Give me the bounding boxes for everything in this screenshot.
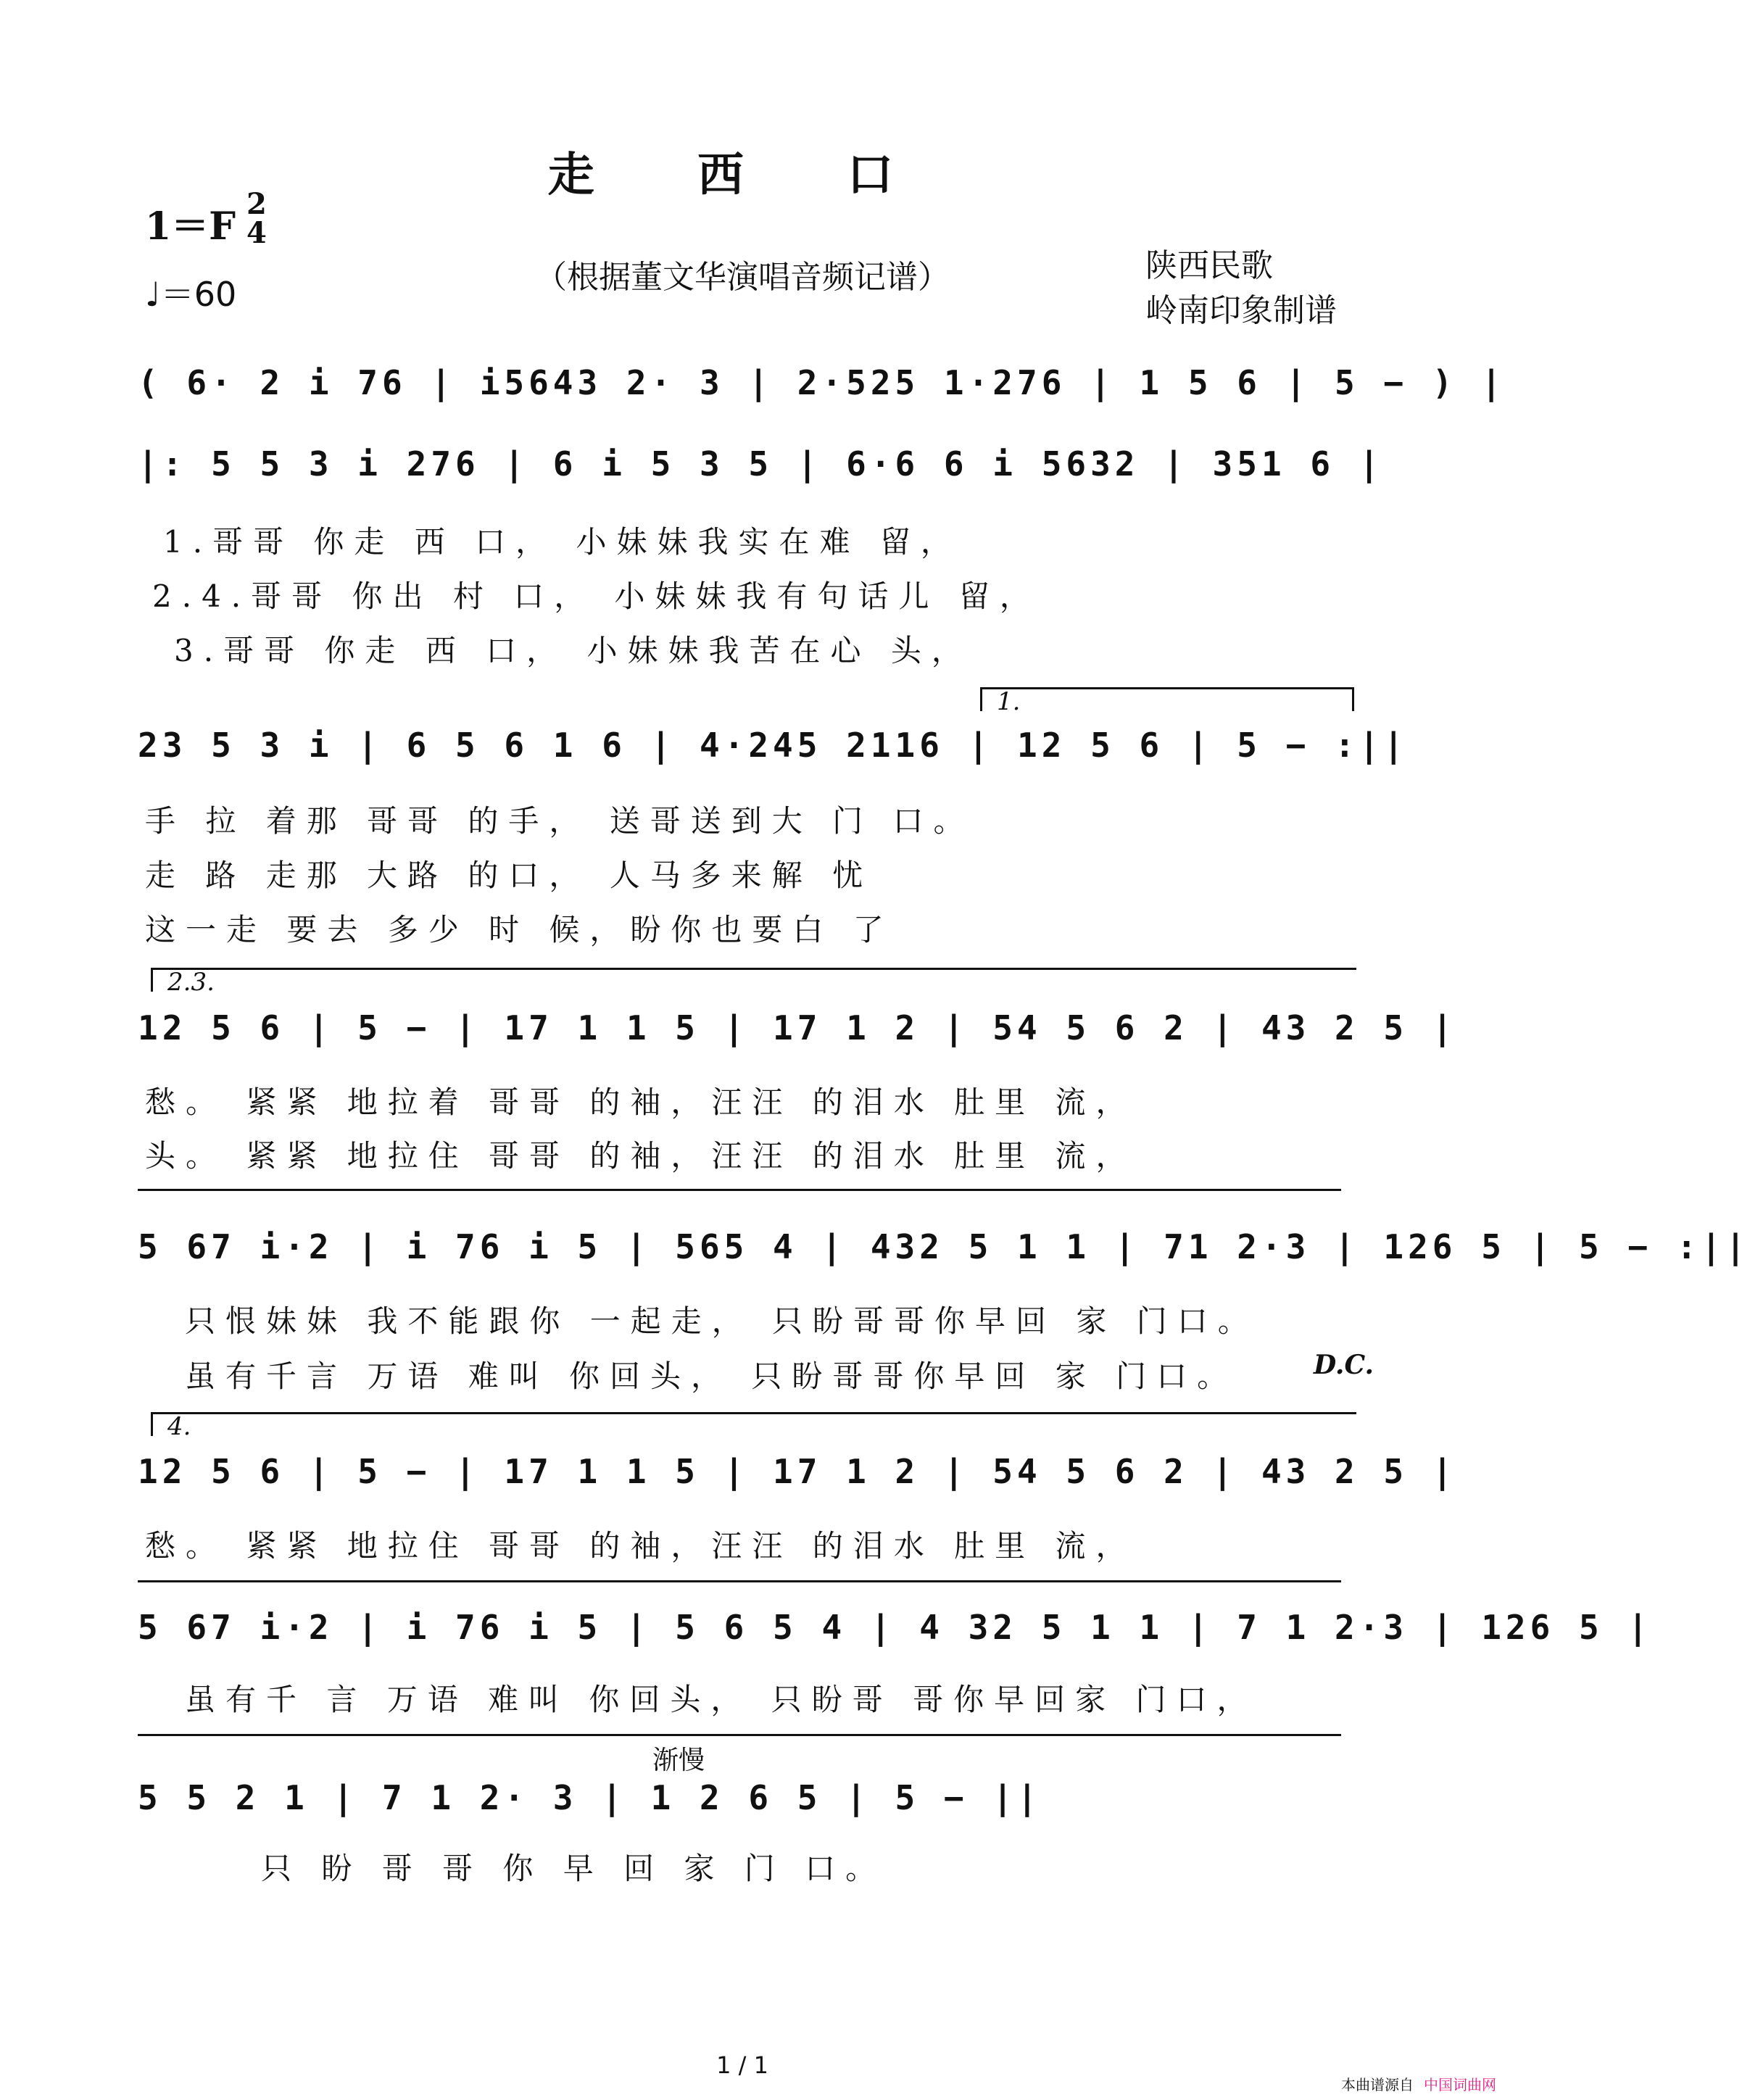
lyric-line: 虽有千言 万语 难叫 你回头， 只盼哥哥你早回 家 门口。 <box>185 1358 1238 1394</box>
volta-bracket: 1. <box>980 687 1354 711</box>
tempo-marking: ♩＝60 <box>145 275 237 314</box>
notation-line: 23 5 3 i | 6 5 6 1 6 | 4·245 2116 | 12 5 6 | 5 − :|| <box>138 726 1409 765</box>
lyric-line: 这一走 要去 多少 时 候，盼你也要白 了 <box>145 912 894 947</box>
score-row-1 <box>138 435 1384 522</box>
time-signature-top: 2 <box>246 187 267 221</box>
time-signature <box>246 187 267 250</box>
source-credit <box>1341 2073 1496 2094</box>
score-row-6 <box>138 1598 1653 1685</box>
score-row-4 <box>138 1218 1750 1305</box>
score-row-3 <box>138 999 1457 1086</box>
notation-line: |: 5 5 3 i 276 | 6 i 5 3 5 | 6·6 6 i 5632 | 351 6 | <box>138 444 1384 484</box>
notation-line: 5 67 i·2 | i 76 i 5 | 5 6 5 4 | 4 32 5 1 1 | 7 1 2·3 | 126 5 | <box>138 1608 1653 1647</box>
lyric-line: 愁。 紧紧 地拉着 哥哥 的袖，汪汪 的泪水 肚里 流， <box>145 1084 1137 1120</box>
lyric-line: 走 路 走那 大路 的口， 人马多来解 忧 <box>145 858 874 893</box>
notation-line: 12 5 6 | 5 − | 17 1 1 5 | 17 1 2 | 54 5 6 2 | 43 2 5 | <box>138 1008 1457 1047</box>
score-row-intro <box>138 354 1506 441</box>
tempo-change-marking: 渐慢 <box>652 1746 705 1775</box>
lyric-line: 3.哥哥 你走 西 口， 小妹妹我苦在心 头， <box>174 633 972 668</box>
subtitle: （根据董文华演唱音频记谱） <box>535 259 950 296</box>
tie-line <box>138 1189 1341 1191</box>
lyric-line: 2.4.哥哥 你出 村 口， 小妹妹我有句话儿 留， <box>152 578 1040 614</box>
volta-bracket: 4. <box>151 1412 1356 1436</box>
notation-line: 5 67 i·2 | i 76 i 5 | 565 4 | 432 5 1 1 | 71 2·3 | 126 5 | 5 − :|| <box>138 1227 1750 1266</box>
lyric-line: 手 拉 着那 哥哥 的手， 送哥送到大 门 口。 <box>145 803 974 839</box>
page-title: 走 西 口 <box>547 148 937 202</box>
notation-line: 5 5 2 1 | 7 1 2· 3 | 1 2 6 5 | 5 − || <box>138 1778 1042 1817</box>
key-signature: 1＝F <box>145 204 236 249</box>
tie-line <box>138 1734 1341 1736</box>
lyric-line: 愁。 紧紧 地拉住 哥哥 的袖，汪汪 的泪水 肚里 流， <box>145 1528 1137 1564</box>
volta-bracket: 2.3. <box>151 968 1356 992</box>
score-row-7 <box>138 1769 1348 1856</box>
notation-line: 12 5 6 | 5 − | 17 1 1 5 | 17 1 2 | 54 5 6 2 | 43 2 5 | <box>138 1452 1457 1491</box>
notation-line: ( 6· 2 i 76 | i5643 2· 3 | 2·525 1·276 | 1 5 6 | 5 − ) | <box>138 363 1506 402</box>
source-site: 中国词曲网 <box>1424 2076 1496 2093</box>
credit-arranger: 岭南印象制谱 <box>1145 292 1337 329</box>
lyric-line: 头。 紧紧 地拉住 哥哥 的袖，汪汪 的泪水 肚里 流， <box>145 1138 1137 1174</box>
time-signature-bottom: 4 <box>246 216 267 250</box>
credit-origin: 陕西民歌 <box>1145 247 1273 284</box>
dc-marking: D.C. <box>1314 1350 1374 1380</box>
lyric-line: 虽有千 言 万语 难叫 你回头， 只盼哥 哥你早回家 门口， <box>185 1682 1258 1717</box>
lyric-line: 只恨妹妹 我不能跟你 一起走， 只盼哥哥你早回 家 门口。 <box>185 1303 1258 1339</box>
source-label: 本曲谱源自 <box>1341 2076 1414 2093</box>
score-row-5 <box>138 1443 1457 1530</box>
lyric-line: 只 盼 哥 哥 你 早 回 家 门 口。 <box>261 1851 887 1886</box>
tie-line <box>138 1580 1341 1582</box>
score-row-2 <box>138 716 1409 803</box>
lyric-line: 1.哥哥 你走 西 口， 小妹妹我实在难 留， <box>163 524 961 560</box>
page-number: 1 / 1 <box>716 2051 768 2079</box>
